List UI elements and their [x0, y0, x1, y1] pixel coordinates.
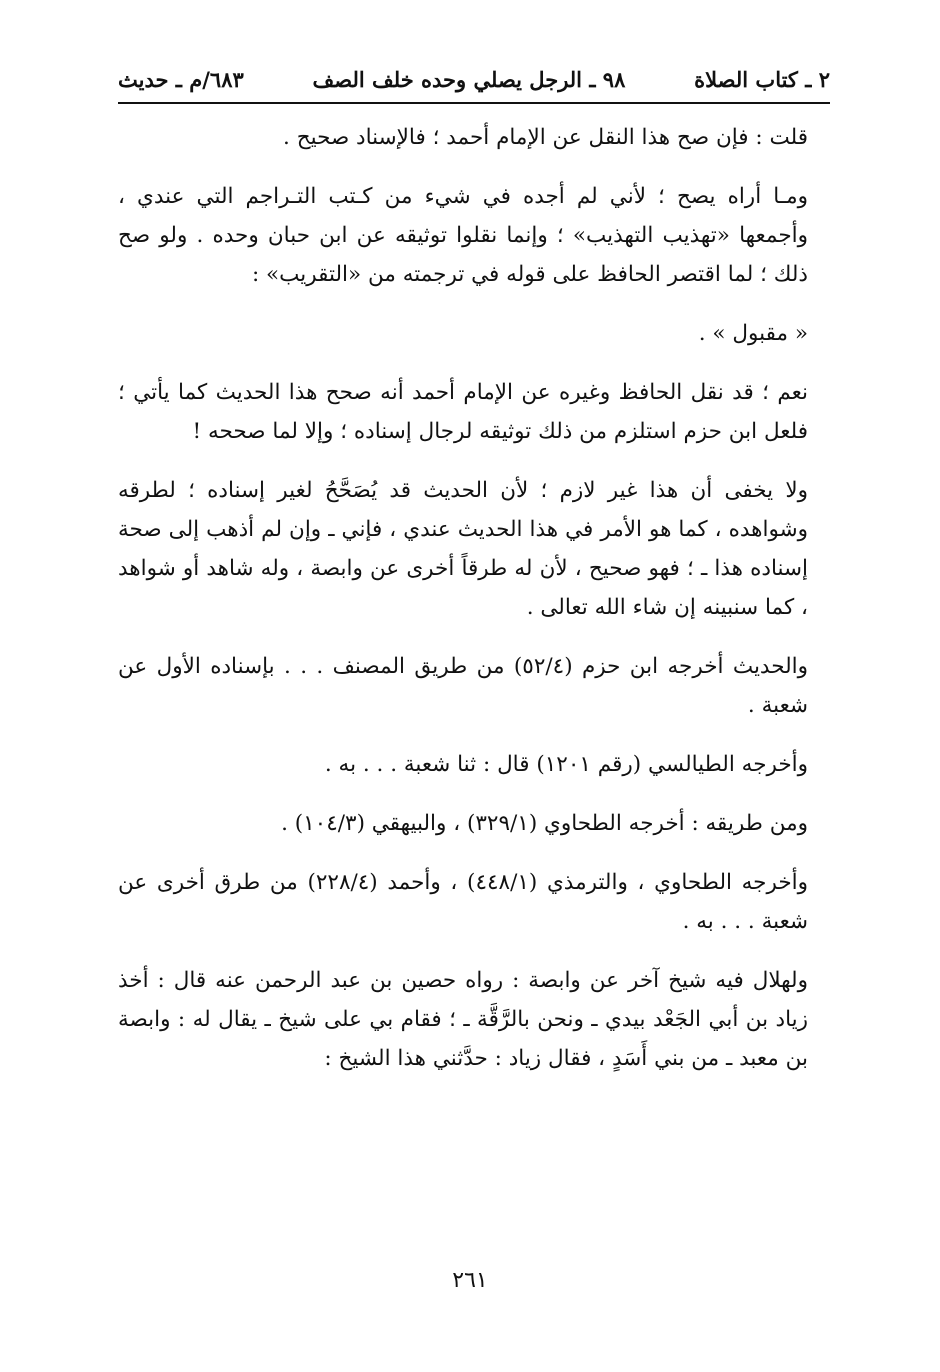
paragraph: نعم ؛ قد نقل الحافظ وغيره عن الإمام أحمد أنه صحح هذا الحديث كما يأتي ؛ فلعل ابن حزم استلزم من ذلك توثيقه لرجال إسناده ؛ وإلا لما صححه ! [118, 380, 808, 444]
paragraph: ومن طريقه : أخرجه الطحاوي (٣٢٩/١) ، والبيهقي (١٠٤/٣) . [281, 811, 808, 836]
paragraph: والحديث أخرجه ابن حزم (٥٢/٤) من طريق المصنف . . . بإسناده الأول عن شعبة . [118, 654, 808, 718]
header-chapter-title: ٩٨ ـ الرجل يصلي وحده خلف الصف [312, 66, 626, 92]
paragraph: ومـا أراه يصح ؛ لأني لم أجده في شيء من كـتب التـراجم التي عندي ، وأجمعها «تهذيب التهذيب» ؛ وإنما نقلوا توثيقه عن ابن حبان وحده . ولو صح ذلك ؛ لما اقتصر الحافظ على قوله في ترجمته من «التقريب» : [118, 184, 808, 287]
paragraph: وأخرجه الطيالسي (رقم ١٢٠١) قال : ثنا شعبة . . . به . [324, 752, 808, 777]
paragraph: ولا يخفى أن هذا غير لازم ؛ لأن الحديث قد يُصَحَّحُ لغير إسناده ؛ لطرقه وشواهده ، كما هو الأمر في هذا الحديث عندي ، فإني ـ وإن لم أذهب إلى صحة إسناده هذا ـ ؛ فهو صحيح ، لأن له طرقاً أخرى عن وابصة ، وله شاهد أو شواهد ، كما سنبينه إن شاء الله تعالى . [118, 478, 808, 620]
page-number: ٢٦١ [452, 1268, 488, 1293]
page-body [118, 118, 830, 1098]
paragraph: وأخرجه الطحاوي ، والترمذي (٤٤٨/١) ، وأحمد (٢٢٨/٤) من طرق أخرى عن شعبة . . . به . [118, 870, 808, 934]
paragraph: ولهلال فيه شيخ آخر عن وابصة : رواه حصين بن عبد الرحمن عنه قال : أخذ زياد بن أبي الجَعْد بيدي ـ ونحن بالرَّقَّة ـ ؛ فقام بي على شيخ ـ يقال له : وابصة بن معبد ـ من بني أَسَدٍ ، فقال زياد : حدَّثني هذا الشيخ : [118, 968, 808, 1071]
paragraph: « مقبول » . [698, 321, 808, 346]
header-divider [118, 102, 830, 104]
header-hadith-number: ٦٨٣/م ـ حديث [118, 66, 244, 92]
paragraph: قلت : فإن صح هذا النقل عن الإمام أحمد ؛ فالإسناد صحيح . [283, 125, 808, 150]
running-header [118, 62, 830, 96]
header-book-title: ٢ ـ كتاب الصلاة [694, 66, 830, 92]
